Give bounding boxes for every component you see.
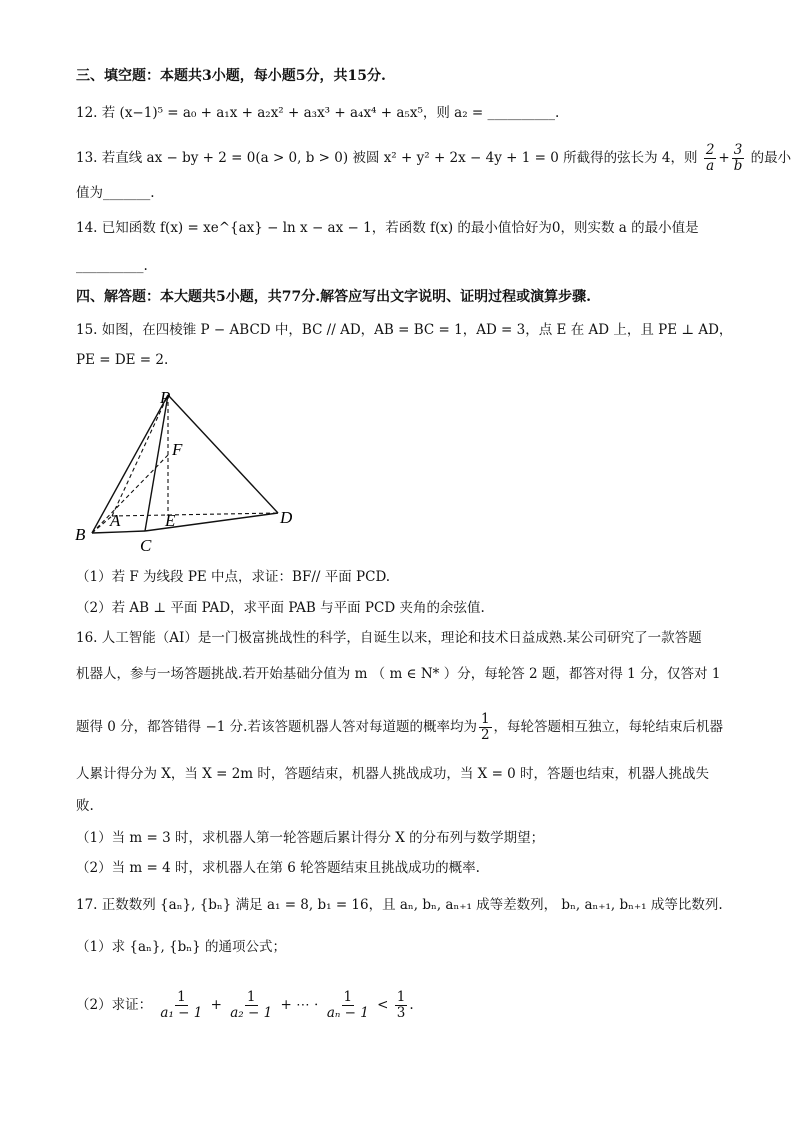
question-17-part1: （1）求 {aₙ}, {bₙ} 的通项公式；: [76, 939, 286, 955]
edge-PD: [168, 395, 278, 513]
question-13: 13. 若直线 ax − by + 2 = 0(a > 0, b > 0) 被圆 x² + y² + 2x − 4y + 1 = 0 所截得的弦长为 4，则 $\frac{2}{a}$ + $\frac{3}{b}$ 的最小: [76, 142, 792, 174]
question-16-line5: 败.: [76, 798, 94, 814]
fraction-1-over-an-minus-1: $\frac{1}{\text{aₙ − 1}}$: [326, 989, 369, 1021]
question-17-part2: [76, 990, 414, 1021]
question-13-line2: 值为_______.: [76, 185, 155, 201]
label-E: E: [165, 511, 176, 530]
question-14: 14. 已知函数 f(x) = xe^{ax} − ln x − ax − 1，若函数 f(x) 的最小值恰好为0，则实数 a 的最小值是: [76, 220, 699, 236]
question-16-line3: [76, 712, 723, 743]
question-16-part2: （2）当 m = 4 时，求机器人在第 6 轮答题结束且挑战成功的概率.: [76, 860, 480, 876]
label-F: F: [172, 440, 183, 459]
question-17-part2-prefix: （2）求证：: [76, 997, 153, 1013]
label-D: D: [280, 508, 293, 527]
question-15-line1: 15. 如图，在四棱锥 P − ABCD 中，BC // AD，AB = BC = 1，AD = 3，点 E 在 AD 上，且 PE ⊥ AD，: [76, 322, 733, 338]
section-4-heading: 四、解答题：本大题共5小题，共77分.解答应写出文字说明、证明过程或演算步骤.: [76, 289, 591, 305]
question-14-line2: __________.: [76, 258, 148, 274]
plus-dots: + ⋯ ⋅: [280, 997, 319, 1013]
segment-BF: [92, 455, 168, 533]
question-16-part1: （1）当 m = 3 时，求机器人第一轮答题后累计得分 X 的分布列与数学期望；: [76, 830, 545, 846]
fraction-1-over-a2-minus-1: $\frac{1}{\text{a₂ − 1}}$: [230, 989, 273, 1021]
label-P: P: [160, 388, 171, 407]
question-15-part2: （2）若 AB ⊥ 平面 PAD，求平面 PAB 与平面 PCD 夹角的余弦值.: [76, 600, 485, 616]
label-A: A: [110, 511, 121, 530]
pyramid-figure: [70, 383, 310, 558]
fraction-one-third: $\frac{1}{3}$: [396, 989, 406, 1021]
fraction-one-half: $\frac{1}{2}$: [480, 711, 490, 743]
question-15-part1: （1）若 F 为线段 PE 中点，求证：BF// 平面 PCD.: [76, 569, 391, 585]
label-B: B: [75, 525, 86, 544]
question-16-line2: 机器人，参与一场答题挑战.若开始基础分值为 m （ m ∈ N* ）分，每轮答 2 题，都答对得 1 分，仅答对 1: [76, 666, 721, 682]
section-3-heading: 三、填空题：本题共3小题，每小题5分，共15分.: [76, 68, 386, 84]
question-16-line1: 16. 人工智能（AI）是一门极富挑战性的科学，自诞生以来，理论和技术日益成熟.某公司研究了一款答题: [76, 630, 702, 646]
plus-sign: +: [210, 997, 222, 1013]
question-13-tail: 的最小: [750, 150, 792, 166]
fraction-1-over-a1-minus-1: $\frac{1}{\text{a₁ − 1}}$: [160, 989, 203, 1021]
question-15-line2: PE = DE = 2.: [76, 352, 169, 368]
question-16-line3-start: 题得 0 分，都答错得 −1 分.若该答题机器人答对每道题的概率均为: [76, 719, 477, 735]
edge-AD: [112, 513, 278, 516]
question-16-line4: 人累计得分为 X，当 X = 2m 时，答题结束，机器人挑战成功，当 X = 0 时，答题也结束，机器人挑战失: [76, 766, 710, 782]
edge-BC: [92, 531, 145, 533]
question-12: 12. 若 (x−1)⁵ = a₀ + a₁x + a₂x² + a₃x³ + a₄x⁴ + a₅x⁵，则 a₂ = __________.: [76, 105, 560, 121]
question-13-text: 13. 若直线 ax − by + 2 = 0(a > 0, b > 0) 被圆 x² + y² + 2x − 4y + 1 = 0 所截得的弦长为 4，则: [76, 150, 698, 166]
question-17-line1: 17. 正数数列 {aₙ}, {bₙ} 满足 a₁ = 8, b₁ = 16，且 aₙ, bₙ, aₙ₊₁ 成等差数列， bₙ, aₙ₊₁, bₙ₊₁ 成等比数列.: [76, 897, 723, 913]
edge-PA: [112, 395, 168, 516]
fraction-2-over-a: $\frac{2}{a}$: [705, 142, 715, 174]
question-16-line3-end: ，每轮答题相互独立，每轮结束后机器: [493, 719, 724, 735]
fraction-3-over-b: $\frac{3}{b}$: [733, 142, 743, 174]
label-C: C: [140, 536, 152, 555]
less-than-sign: <: [377, 997, 389, 1013]
period: .: [409, 997, 414, 1013]
